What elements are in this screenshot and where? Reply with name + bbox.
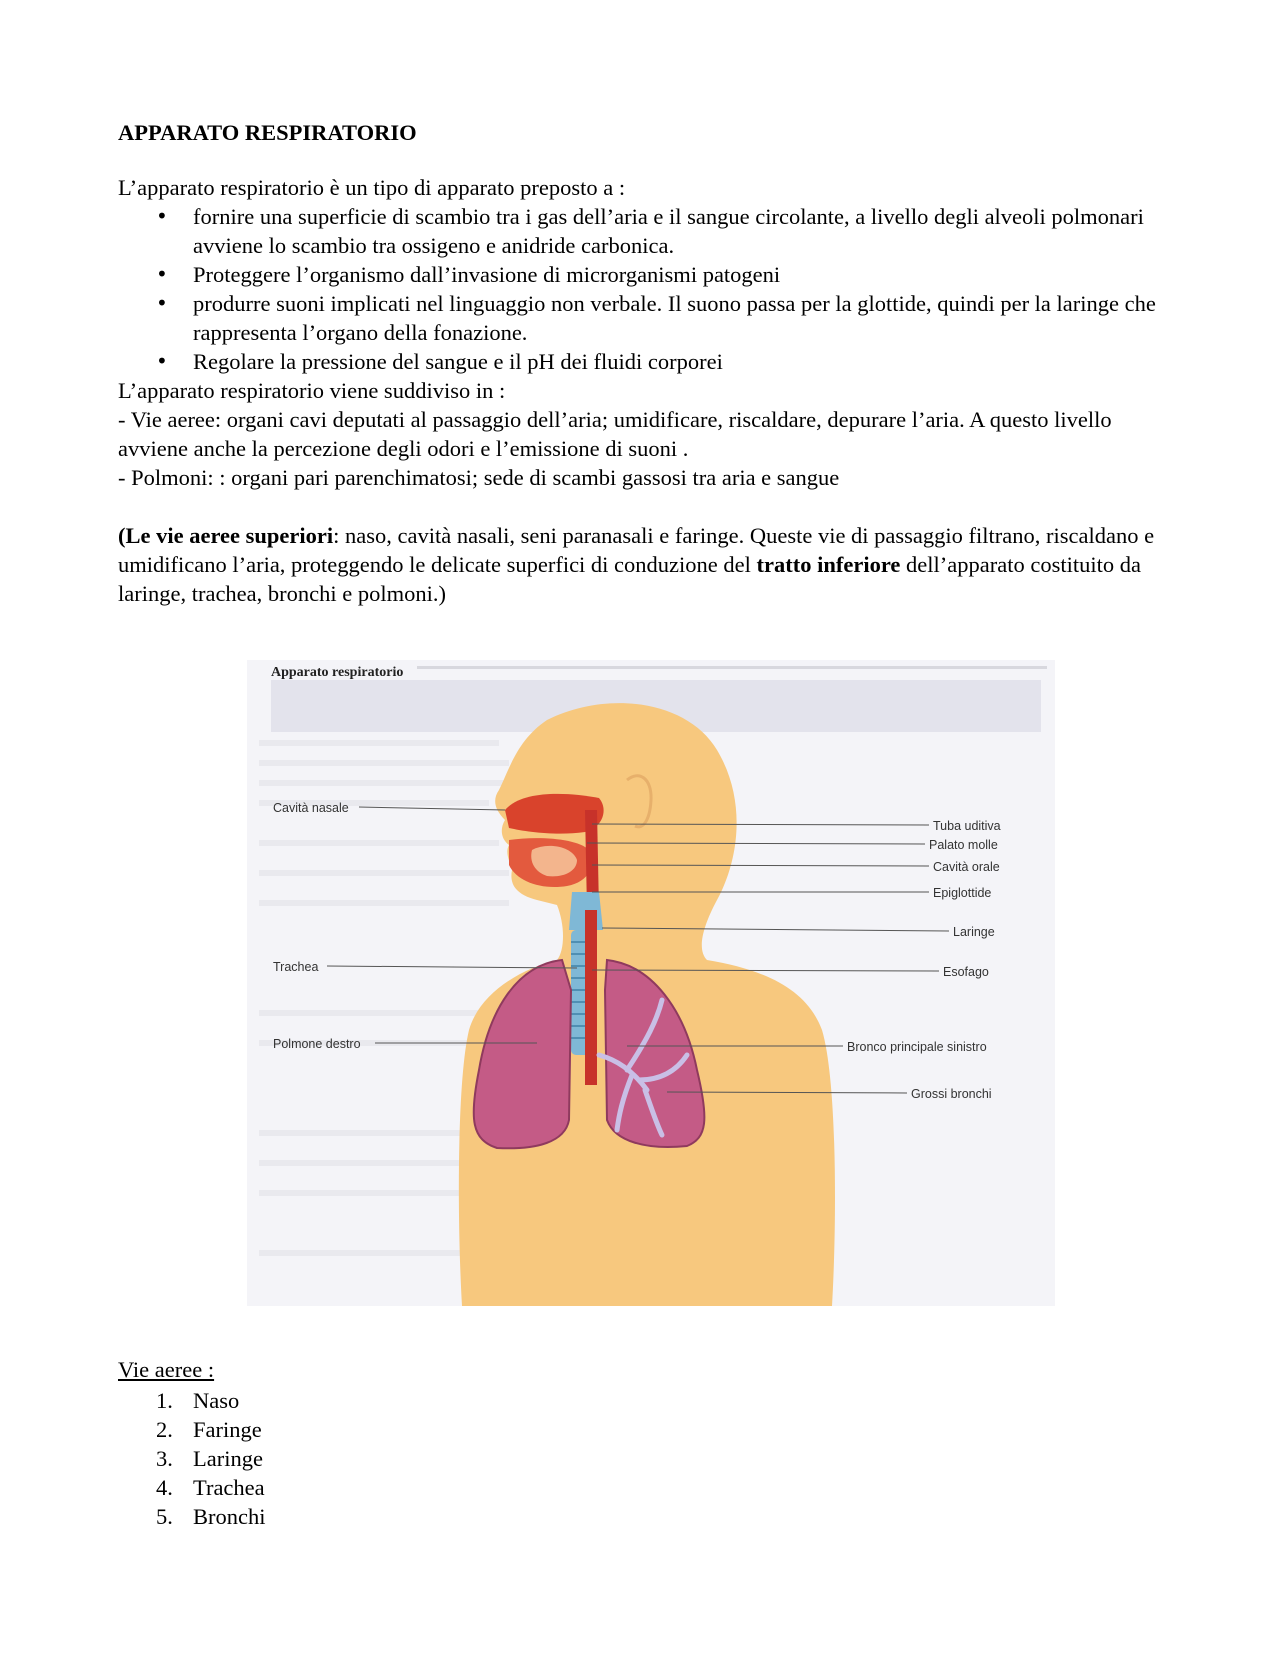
respiratory-system-figure: [247, 660, 1055, 1306]
label-laringe: Laringe: [953, 925, 995, 939]
label-epiglottide: Epiglottide: [933, 886, 992, 900]
label-cavita-nasale: Cavità nasale: [273, 801, 349, 815]
label-cavita-orale: Cavità orale: [933, 860, 1000, 874]
label-grossi-bronchi: Grossi bronchi: [911, 1087, 992, 1101]
vie-aeree-heading: Vie aeree :: [118, 1357, 215, 1382]
bold-lead: (Le vie aeree superiori: [118, 523, 334, 548]
list-item: 1. Naso: [156, 1388, 240, 1413]
label-trachea: Trachea: [273, 960, 319, 974]
list-item: 2. Faringe: [156, 1417, 262, 1442]
list-item: • fornire una superficie di scambio tra i gas dell’aria e il sangue circolante, a livello degli alveoli polmonari avviene lo scambio tra ossigeno e anidride carbonica.: [118, 202, 1163, 260]
label-esofago: Esofago: [943, 965, 989, 979]
subdivision-vie-aeree: - Vie aeree: organi cavi deputati al passaggio dell’aria; umidificare, riscaldare, depurare l’aria. A questo livello avviene anche la percezione degli odori e l’emissione di suoni .: [118, 407, 1112, 461]
subdivision-intro: L’apparato respiratorio viene suddiviso in :: [118, 378, 506, 403]
functions-list: [118, 202, 1163, 376]
upper-airways-paragraph: (Le vie aeree superiori: naso, cavità nasali, seni paranasali e faringe. Queste vie di passaggio filtrano, riscaldano e umidificano l’aria, proteggendo le delicate superfici di conduzione del tratto inferiore dell’apparato costituito da laringe, trachea, bronchi e polmoni.): [118, 523, 1155, 606]
label-bronco-principale-sinistro: Bronco principale sinistro: [847, 1040, 987, 1054]
subdivision-polmoni: - Polmoni: : organi pari parenchimatosi; sede di scambi gassosi tra aria e sangue: [118, 465, 840, 490]
intro-text: L’apparato respiratorio è un tipo di apparato preposto a :: [118, 175, 626, 200]
label-tuba-uditiva: Tuba uditiva: [933, 819, 1001, 833]
page-title: APPARATO RESPIRATORIO: [118, 120, 417, 145]
list-item: 5. Bronchi: [156, 1504, 266, 1529]
label-palato-molle: Palato molle: [929, 838, 998, 852]
label-polmone-destro: Polmone destro: [273, 1037, 361, 1051]
list-item: 3. Laringe: [156, 1446, 263, 1471]
list-item: • Proteggere l’organismo dall’invasione di microrganismi patogeni: [118, 260, 1163, 289]
list-item: • Regolare la pressione del sangue e il pH dei fluidi corporei: [118, 347, 1163, 376]
list-item: 4. Trachea: [156, 1475, 265, 1500]
document-body: [118, 118, 1163, 608]
list-item: • produrre suoni implicati nel linguaggio non verbale. Il suono passa per la glottide, quindi per la laringe che rappresenta l’organo della fonazione.: [118, 289, 1163, 347]
vie-aeree-list: [118, 1386, 266, 1531]
esophagus: [585, 910, 597, 1085]
figure-title: Apparato respiratorio: [271, 665, 404, 680]
bold-inline: tratto inferiore: [756, 552, 901, 577]
